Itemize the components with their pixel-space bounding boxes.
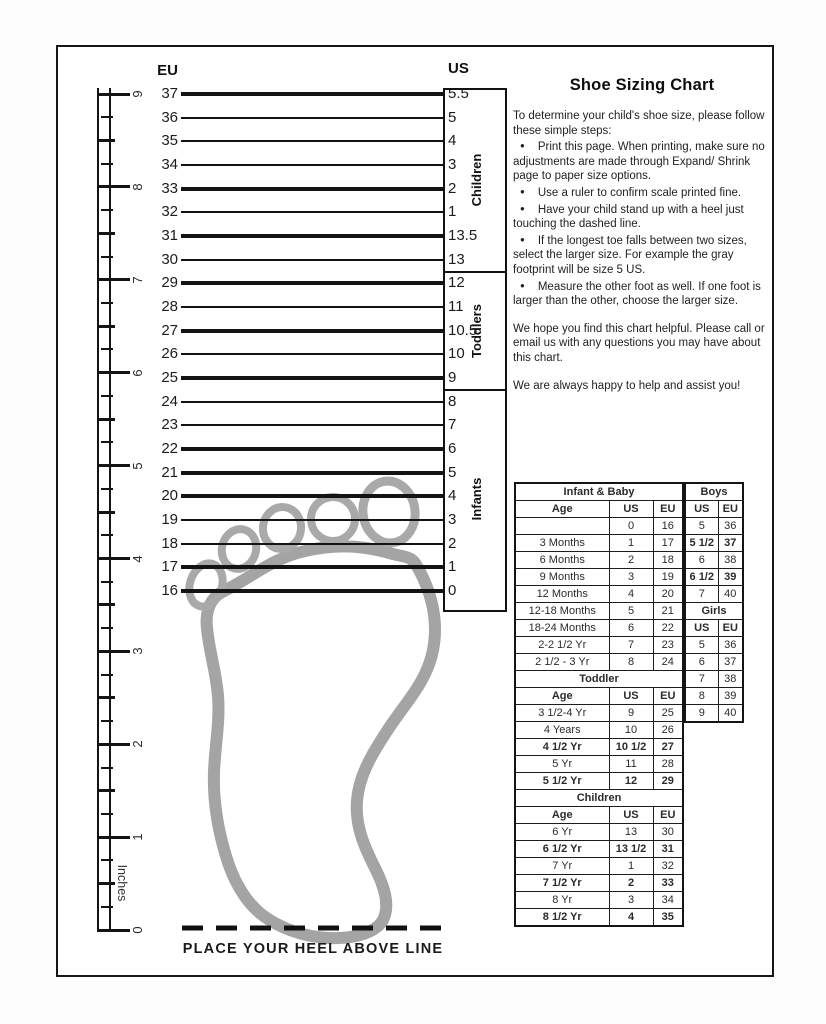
bullet-text: Have your child stand up with a heel just touching the dashed line. (513, 203, 744, 231)
table-row (685, 637, 743, 654)
us-size-label: 5 (448, 463, 457, 481)
table-cell: 6 1/2 Yr (515, 841, 609, 858)
table-header-row (685, 501, 743, 518)
table-cell: 36 (718, 637, 743, 654)
table-column-header: Age (515, 688, 609, 705)
table-section-row (685, 603, 743, 620)
size-table (684, 482, 744, 723)
big-toe-outline (359, 478, 419, 547)
eu-size-label: 35 (161, 132, 178, 150)
us-size-label: 7 (448, 416, 457, 434)
table-cell: 27 (653, 739, 683, 756)
ruler-inch-label: 1 (130, 833, 145, 841)
table-cell: 6 Yr (515, 824, 609, 841)
table-row (515, 569, 683, 586)
table-cell: 2-2 1/2 Yr (515, 637, 609, 654)
eu-size-label: 29 (161, 274, 178, 292)
table-section-title: Girls (685, 603, 743, 620)
table-cell: 10 (609, 722, 653, 739)
eu-size-label: 27 (161, 321, 178, 339)
eu-size-label: 36 (161, 108, 178, 126)
heel-instruction-label: PLACE YOUR HEEL ABOVE LINE (182, 941, 444, 957)
eu-column-header: EU (157, 62, 178, 79)
bullet-text: If the longest toe falls between two sizes, select the larger size. For example the gray footprint will be size 5 US. (513, 234, 747, 276)
us-size-label: 5.5 (448, 85, 469, 102)
table-row (515, 773, 683, 790)
table-cell: 5 1/2 (685, 535, 718, 552)
table-cell: 28 (653, 756, 683, 773)
table-cell: 37 (718, 654, 743, 671)
us-size-label: 8 (448, 392, 457, 410)
table-cell: 36 (718, 518, 743, 535)
table-row (515, 739, 683, 756)
ruler-inch-label: 9 (130, 90, 145, 98)
footprint-outline-texture (207, 546, 435, 938)
table-cell: 13 (609, 824, 653, 841)
table-row (685, 654, 743, 671)
table-row (515, 518, 683, 535)
size-table-left (514, 482, 684, 927)
table-cell: 6 (685, 552, 718, 569)
table-cell: 2 1/2 - 3 Yr (515, 654, 609, 671)
table-header-row (515, 501, 683, 518)
ruler-inch-label: 0 (130, 926, 145, 934)
table-row (685, 552, 743, 569)
table-section-title: Children (515, 790, 683, 807)
table-section-row (515, 483, 683, 501)
closing-text: We hope you find this chart helpful. Please call or email us with any questions you may have about this chart. (513, 322, 765, 364)
ruler-inch-label: 3 (130, 647, 145, 656)
table-cell: 30 (653, 824, 683, 841)
table-cell: 21 (653, 603, 683, 620)
table-row (685, 569, 743, 586)
table-cell: 8 (609, 654, 653, 671)
size-table (514, 482, 684, 927)
eu-size-label: 30 (161, 250, 178, 268)
table-section-row (515, 671, 683, 688)
eu-size-label: 18 (161, 534, 178, 552)
ruler-inch-label: 2 (130, 740, 145, 748)
eu-size-label: 34 (161, 156, 178, 173)
us-size-label: 2 (448, 534, 457, 552)
table-cell: 12 Months (515, 586, 609, 603)
us-size-label: 12 (448, 274, 465, 292)
us-size-label: 6 (448, 440, 457, 458)
bullet-icon: ● (520, 280, 525, 290)
table-row (515, 722, 683, 739)
table-cell: 6 1/2 (685, 569, 718, 586)
eu-size-label: 21 (161, 463, 178, 481)
table-column-header: EU (653, 688, 683, 705)
ruler-inch-label: 6 (130, 369, 145, 377)
us-size-label: 5 (448, 108, 457, 126)
info-panel (513, 76, 771, 395)
table-cell: 8 (685, 688, 718, 705)
table-cell: 1 (609, 858, 653, 875)
table-header-row (685, 620, 743, 637)
table-cell: 31 (653, 841, 683, 858)
eu-size-label: 22 (161, 440, 178, 458)
us-size-label: 2 (448, 179, 457, 197)
table-section-title: Infant & Baby (515, 483, 683, 501)
table-cell: 23 (653, 637, 683, 654)
bullet-item (513, 203, 771, 232)
table-cell: 11 (609, 756, 653, 773)
table-row (515, 603, 683, 620)
table-row (515, 824, 683, 841)
bullet-text: Use a ruler to confirm scale printed fine. (537, 186, 742, 199)
table-cell: 5 (609, 603, 653, 620)
us-size-label: 11 (448, 298, 464, 316)
table-cell: 4 1/2 Yr (515, 739, 609, 756)
table-column-header: Age (515, 501, 609, 518)
table-cell: 7 Yr (515, 858, 609, 875)
table-row (685, 535, 743, 552)
table-cell: 40 (718, 705, 743, 723)
table-column-header: EU (718, 501, 743, 518)
table-cell: 2 (609, 552, 653, 569)
table-header-row (515, 807, 683, 824)
table-cell: 38 (718, 552, 743, 569)
table-header-row (515, 688, 683, 705)
eu-size-label: 32 (161, 203, 178, 221)
table-row (515, 620, 683, 637)
table-cell: 12 (609, 773, 653, 790)
us-column-header: US (448, 60, 469, 77)
us-size-label: 10 (448, 345, 465, 363)
table-cell: 39 (718, 569, 743, 586)
table-row (685, 586, 743, 603)
table-cell: 35 (653, 909, 683, 927)
table-cell: 16 (653, 518, 683, 535)
bullet-item (513, 186, 771, 201)
table-cell: 4 (609, 586, 653, 603)
eu-size-label: 25 (161, 369, 178, 387)
eu-size-label: 28 (161, 298, 178, 316)
us-size-label: 13 (448, 250, 465, 268)
table-cell: 1 (609, 535, 653, 552)
us-category-label: Toddlers (469, 303, 484, 358)
table-cell: 3 (609, 892, 653, 909)
table-column-header: US (685, 501, 718, 518)
table-cell: 6 (609, 620, 653, 637)
bullet-item (513, 280, 771, 309)
eu-size-label: 37 (161, 85, 178, 102)
ruler-unit-label: Inches (115, 864, 129, 902)
closing-text: We are always happy to help and assist you! (513, 379, 741, 392)
table-cell: 2 (609, 875, 653, 892)
table-cell: 13 1/2 (609, 841, 653, 858)
table-cell: 4 Years (515, 722, 609, 739)
table-row (515, 909, 683, 927)
eu-size-label: 26 (161, 345, 178, 363)
table-cell: 4 (609, 909, 653, 927)
table-cell: 20 (653, 586, 683, 603)
ruler-inch-label: 4 (130, 554, 145, 563)
us-size-label: 3 (448, 511, 457, 529)
bullet-item (513, 234, 771, 278)
us-size-label: 1 (448, 203, 457, 221)
intro-text: To determine your child's shoe size, please follow these simple steps: (513, 110, 765, 137)
table-row (685, 688, 743, 705)
us-category-label: Infants (469, 477, 484, 521)
table-cell: 38 (718, 671, 743, 688)
us-size-label: 1 (448, 558, 457, 576)
toe-outline (309, 495, 357, 543)
table-cell: 7 (685, 586, 718, 603)
table-cell: 8 1/2 Yr (515, 909, 609, 927)
bullet-text: Print this page. When printing, make sure no adjustments are made through Expand/ Shrink page to paper size options. (513, 141, 765, 183)
bullet-icon: ● (520, 234, 525, 244)
eu-size-label: 20 (161, 487, 178, 505)
table-cell: 39 (718, 688, 743, 705)
table-cell: 26 (653, 722, 683, 739)
table-cell: 7 1/2 Yr (515, 875, 609, 892)
table-column-header: EU (653, 807, 683, 824)
page-title: Shoe Sizing Chart (569, 76, 715, 94)
table-cell: 5 1/2 Yr (515, 773, 609, 790)
bullet-icon: ● (520, 203, 525, 213)
table-cell: 12-18 Months (515, 603, 609, 620)
table-column-header: US (609, 688, 653, 705)
table-row (515, 552, 683, 569)
table-cell: 25 (653, 705, 683, 722)
table-cell: 6 (685, 654, 718, 671)
table-row (515, 535, 683, 552)
table-row (515, 858, 683, 875)
table-cell (515, 518, 609, 535)
table-cell: 22 (653, 620, 683, 637)
table-column-header: US (609, 807, 653, 824)
us-size-label: 9 (448, 369, 457, 387)
table-cell: 10 1/2 (609, 739, 653, 756)
eu-size-label: 24 (161, 392, 178, 410)
us-size-label: 3 (448, 156, 457, 173)
table-row (515, 637, 683, 654)
us-size-label: 0 (448, 582, 457, 600)
table-cell: 7 (609, 637, 653, 654)
table-row (515, 654, 683, 671)
table-cell: 33 (653, 875, 683, 892)
table-cell: 3 (609, 569, 653, 586)
table-cell: 9 (685, 705, 718, 723)
eu-size-label: 31 (161, 227, 178, 245)
us-category-label: Children (469, 153, 484, 207)
table-row (685, 671, 743, 688)
us-size-label: 10.5 (448, 321, 478, 339)
us-size-label: 4 (448, 132, 457, 150)
table-cell: 18 (653, 552, 683, 569)
eu-size-label: 19 (161, 511, 178, 529)
table-cell: 19 (653, 569, 683, 586)
table-column-header: US (609, 501, 653, 518)
ruler-inch-label: 7 (130, 276, 145, 284)
bullet-icon: ● (520, 186, 525, 196)
table-section-row (685, 483, 743, 501)
ruler-inch-label: 5 (130, 461, 145, 470)
eu-size-label: 33 (161, 179, 178, 197)
eu-size-label: 16 (161, 582, 178, 600)
table-section-title: Boys (685, 483, 743, 501)
table-row (515, 841, 683, 858)
eu-size-label: 17 (161, 558, 178, 576)
table-cell: 18-24 Months (515, 620, 609, 637)
table-cell: 24 (653, 654, 683, 671)
table-row (515, 586, 683, 603)
table-cell: 29 (653, 773, 683, 790)
table-cell: 6 Months (515, 552, 609, 569)
table-row (515, 892, 683, 909)
table-row (515, 756, 683, 773)
table-row (515, 875, 683, 892)
table-cell: 3 Months (515, 535, 609, 552)
table-cell: 32 (653, 858, 683, 875)
ruler-inch-label: 8 (130, 183, 145, 191)
table-cell: 34 (653, 892, 683, 909)
table-row (685, 518, 743, 535)
bullet-item (513, 140, 771, 184)
table-cell: 17 (653, 535, 683, 552)
bullet-text: Measure the other foot as well. If one foot is larger than the other, choose the larger size. (513, 280, 761, 308)
size-table-right (684, 482, 744, 723)
us-size-label: 13.5 (448, 227, 478, 245)
table-column-header: Age (515, 807, 609, 824)
table-cell: 3 1/2-4 Yr (515, 705, 609, 722)
table-cell: 0 (609, 518, 653, 535)
eu-size-label: 23 (161, 416, 178, 434)
table-cell: 40 (718, 586, 743, 603)
table-column-header: EU (653, 501, 683, 518)
table-row (515, 705, 683, 722)
bullet-icon: ● (520, 141, 525, 151)
table-section-title: Toddler (515, 671, 683, 688)
table-cell: 9 Months (515, 569, 609, 586)
table-cell: 5 Yr (515, 756, 609, 773)
table-column-header: EU (718, 620, 743, 637)
table-cell: 5 (685, 518, 718, 535)
table-column-header: US (685, 620, 718, 637)
table-cell: 37 (718, 535, 743, 552)
table-cell: 5 (685, 637, 718, 654)
table-cell: 7 (685, 671, 718, 688)
little-toe-outline (184, 559, 228, 611)
toe-outline (260, 505, 303, 552)
table-cell: 8 Yr (515, 892, 609, 909)
table-section-row (515, 790, 683, 807)
us-size-label: 4 (448, 487, 457, 505)
toe-outline (217, 525, 260, 572)
table-cell: 9 (609, 705, 653, 722)
table-row (685, 705, 743, 723)
